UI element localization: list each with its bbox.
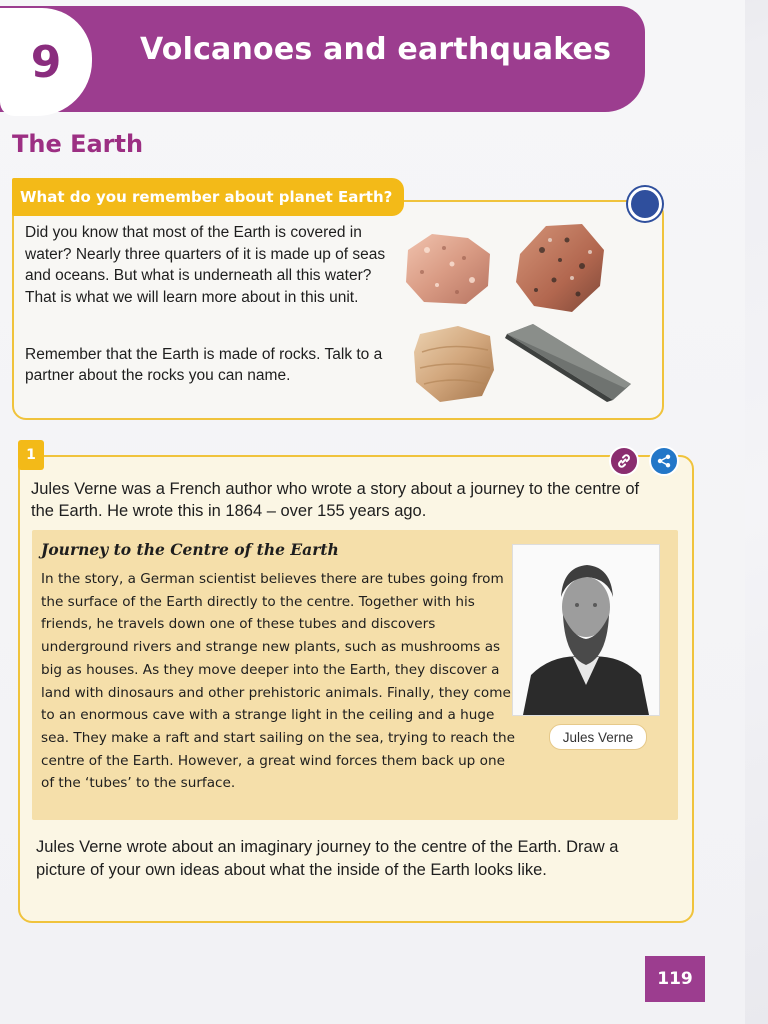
remember-label bbox=[12, 178, 404, 216]
portrait-caption: Jules Verne bbox=[549, 724, 647, 750]
jules-verne-portrait bbox=[512, 544, 660, 716]
chapter-number: 9 bbox=[0, 8, 92, 116]
story-title: Journey to the Centre of the Earth bbox=[41, 540, 339, 559]
page-number: 119 bbox=[645, 956, 705, 1002]
blue-dot-icon bbox=[628, 187, 662, 221]
chapter-title: Volcanoes and earthquakes bbox=[140, 32, 612, 67]
activity-intro: Jules Verne was a French author who wrote a story about a journey to the centre of the Earth. He wrote this in 1864 – over 155 years ago. bbox=[31, 480, 640, 520]
speckled-granite-rock-image bbox=[512, 220, 608, 316]
story-text: In the story, a German scientist believes there are tubes going from the surface of the Earth directly to the centre. Together with his friends, he travels down one of these tubes and discovers underground rivers and strange new plants, such as mushrooms as big as houses. As they move deeper into the Earth, they discover a land with dinosaurs and other prehistoric animals. Finally, they come to an enormous cave with a strange light in the ceiling and a huge sea. They make a raft and start sailing on the sea, trying to reach the centre of the Earth. However, a great wind forces them back up one of the ‘tubes’ to the surface. bbox=[41, 571, 515, 792]
share-icon[interactable] bbox=[649, 446, 679, 476]
remember-paragraph-2: Remember that the Earth is made of rocks. Talk to a partner about the rocks you can name. bbox=[25, 346, 383, 384]
remember-paragraph-1: Did you know that most of the Earth is covered in water? Nearly three quarters of it is made up of seas and oceans. But what is underneath all this water? That is what we will learn more about in this unit. bbox=[25, 224, 386, 306]
pink-granite-rock-image bbox=[402, 230, 494, 308]
sandstone-rock-image bbox=[410, 322, 496, 404]
activity-number: 1 bbox=[18, 440, 44, 470]
section-title: The Earth bbox=[12, 130, 144, 158]
activity-task: Jules Verne wrote about an imaginary journey to the centre of the Earth. Draw a picture of your own ideas about what the inside of the Earth looks like. bbox=[36, 838, 619, 879]
link-icon[interactable] bbox=[609, 446, 639, 476]
remember-label-text: What do you remember about planet Earth? bbox=[20, 188, 393, 206]
slate-rock-image bbox=[505, 322, 633, 402]
